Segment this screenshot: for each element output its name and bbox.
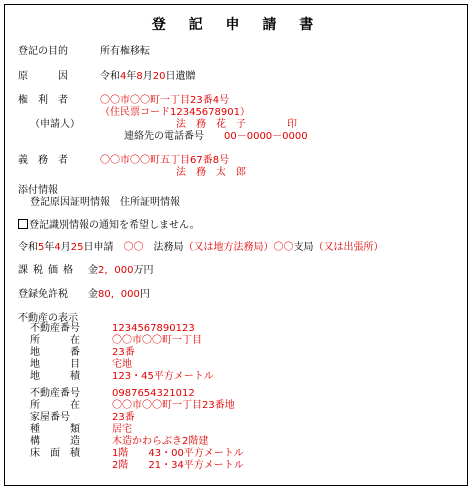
branch-type: 支局: [293, 242, 314, 253]
cause-label: 原 因: [18, 71, 68, 82]
date-day: 25: [70, 242, 84, 253]
phone-label: 連絡先の電話番号: [124, 131, 204, 142]
branch-name: 〇〇: [273, 242, 294, 253]
land-area-label: 地 積: [30, 371, 80, 382]
reg-tax-label: 登録免許税: [18, 289, 68, 300]
land-cat-label: 地 目: [30, 359, 80, 370]
attachments-value: 登記原因証明情報 住所証明情報: [30, 197, 180, 208]
bldg-loc: 〇〇市〇〇町一丁目23番地: [112, 400, 235, 411]
bldg-floor2: 2階 21・34平方メートル: [112, 460, 244, 471]
tax-base-label: 課税価格: [18, 265, 78, 276]
obligor-address: 〇〇市〇〇町五丁目67番8号: [100, 155, 230, 166]
land-number: 1234567890123: [112, 323, 195, 334]
date-month: 4: [54, 242, 61, 253]
notice-text: 登記識別情報の通知を希望しません。: [29, 220, 200, 231]
reg-tax-amount: 80，000: [98, 289, 140, 300]
bldg-kind-label: 種 類: [30, 424, 80, 435]
land-loc: 〇〇市〇〇町一丁目: [112, 335, 202, 346]
cause-era: 令和: [100, 71, 120, 82]
document-title: 登 記 申 請 書: [151, 17, 323, 33]
date-dmark: 日申請: [83, 242, 114, 253]
bldg-struct-label: 構 造: [30, 436, 80, 447]
cause-month: 8: [136, 71, 143, 82]
obligor-name: 法 務 太 郎: [176, 167, 246, 178]
date-year: 5: [38, 242, 45, 253]
property-label: 不動産の表示: [18, 313, 78, 324]
bldg-number-label: 不動産番号: [30, 388, 80, 399]
bldg-house: 23番: [112, 412, 135, 423]
cause-dmark: 日遺贈: [165, 71, 196, 82]
holder-name: 法 務 花 子: [176, 119, 246, 130]
cause-day: 20: [152, 71, 166, 82]
land-cat: 宅地: [112, 359, 132, 370]
notice-line: [18, 219, 200, 232]
tax-base-prefix: 金: [88, 265, 98, 276]
land-lot: 23番: [112, 347, 135, 358]
cause-ymark: 年: [126, 71, 137, 82]
holder-seal: 印: [287, 119, 297, 130]
reg-tax-prefix: 金: [88, 289, 98, 300]
obligor-label: 義 務 者: [18, 155, 68, 166]
land-loc-label: 所 在: [30, 335, 80, 346]
tax-base-amount: 2，000: [98, 265, 134, 276]
bldg-struct: 木造かわらぶき2階建: [112, 436, 209, 447]
tax-base-unit: 万円: [133, 265, 154, 276]
holder-phone: 00－0000－0000: [224, 131, 308, 142]
office-name: 〇〇: [123, 242, 144, 253]
purpose-label: 登記の目的: [18, 46, 68, 57]
reg-tax-unit: 円: [139, 289, 150, 300]
date-era: 令和: [18, 242, 38, 253]
bldg-loc-label: 所 在: [30, 400, 80, 411]
date-mmark: 月: [60, 242, 71, 253]
office-type: 法務局: [153, 242, 184, 253]
reg-tax-value: [88, 289, 150, 301]
bldg-house-label: 家屋番号: [30, 412, 70, 423]
bldg-number: 0987654321012: [112, 388, 195, 399]
cause-year: 4: [120, 71, 127, 82]
bldg-floor1: 1階 43・00平方メートル: [112, 448, 244, 459]
notice-checkbox[interactable]: [18, 219, 28, 229]
bldg-kind: 居宅: [112, 424, 132, 435]
office-alt: （又は地方法務局）: [183, 242, 274, 253]
land-lot-label: 地 番: [30, 347, 80, 358]
holder-address: 〇〇市〇〇町一丁目23番4号: [100, 95, 230, 106]
purpose-value: 所有権移転: [100, 46, 150, 57]
application-date-line: [18, 242, 383, 254]
applicant-label: （申請人）: [30, 119, 80, 130]
date-ymark: 年: [44, 242, 55, 253]
branch-alt: （又は出張所）: [313, 242, 384, 253]
bldg-floor-label: 床 面 積: [30, 448, 80, 459]
holder-label: 権 利 者: [18, 95, 68, 106]
cause-value: [100, 71, 195, 83]
attachments-label: 添付情報: [18, 185, 58, 196]
land-number-label: 不動産番号: [30, 323, 80, 334]
cause-mmark: 月: [142, 71, 153, 82]
tax-base-value: [88, 265, 153, 277]
land-area: 123・45平方メートル: [112, 371, 214, 382]
holder-resident-code: （住民票コード12345678901）: [100, 107, 250, 118]
